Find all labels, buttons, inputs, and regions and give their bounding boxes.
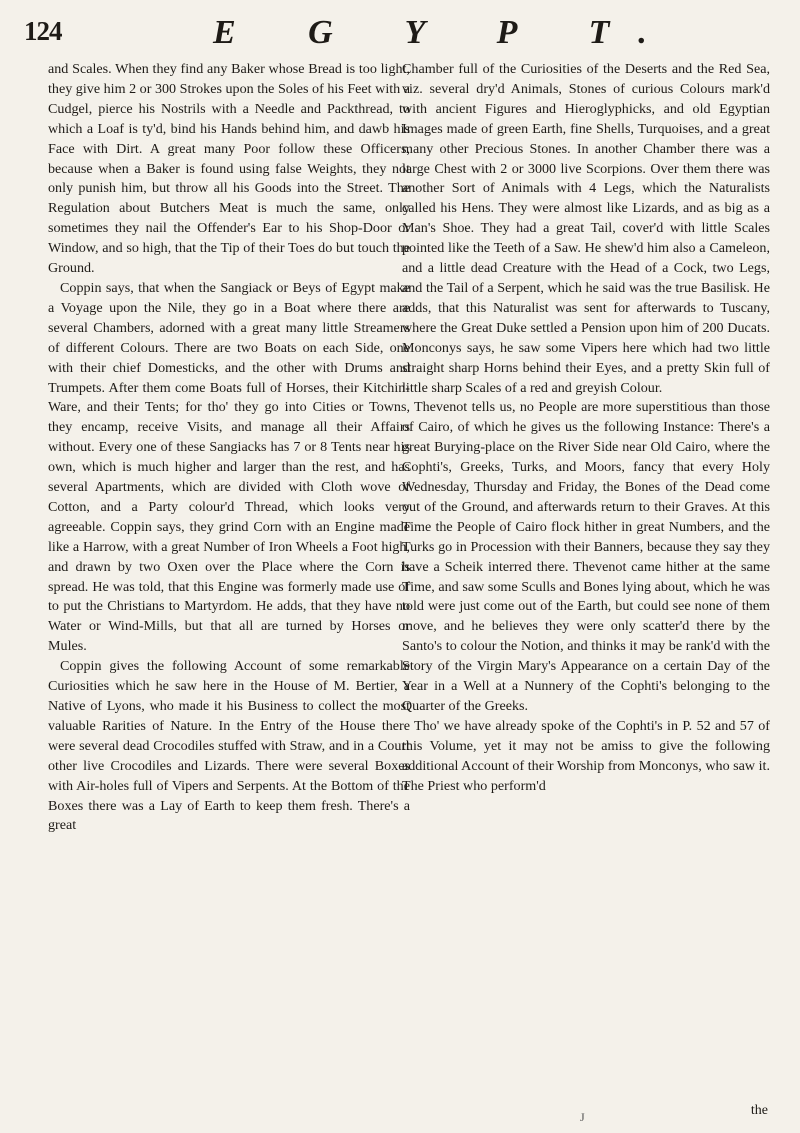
paragraph: Coppin says, that when the Sangiack or Beys of Egypt make a Voyage upon the Nile, they go in a Boat where there are several Chambers, adorned with a great many little Streamers of different Colours. There are two Boats on each Side, one with their chief Domesticks, and the other with Drums and Trumpets. After them come Boats full of Horses, their Kitchin-Ware, and their Tents; for tho' they go into Cities or Towns, they encamp, receive Visits, and manage all their Affairs without. Every one of these Sangiacks has 7 or 8 Tents near his own, which is much higher and larger than the rest, and has several Apartments, which are divided with Cloth wove of Cotton, and a Party colour'd Thread, which looks very agreeable. Coppin says, they grind Corn with an Engine made like a Harrow, with a great Number of Iron Wheels a Foot high, and drawn by two Oxen over the Place where the Corn is spread. He was told, that this Engine was formerly made use of to put the Christians to Martyrdom. He adds, that they have no Water or Wind-Mills, but that all are turned by Horses or Mules.: [48, 279, 410, 655]
page-header: [18, 10, 782, 58]
paragraph: Chamber full of the Curiosities of the Deserts and the Red Sea, viz. several dry'd Animals, Stones of curious Colours mark'd with ancient Figures and Hieroglyphicks, and old Egyptian Images made of green Earth, fine Shells, Turquoises, and a great many other Precious Stones. In another Chamber there was a large Chest with 2 or 3000 live Scorpions. Over them there was another Sort of Animals with 4 Legs, which the Naturalists called his Hens. They were almost like Lizards, and as big as a Man's Shoe. They had a great Tail, cover'd with little Scales pointed like the Teeth of a Saw. He shew'd him also a Cameleon, and a little dead Creature with the Head of a Cock, two Legs, and the Tail of a Serpent, which he said was the true Basilisk. He adds, that this Naturalist was sent for afterwards to Tuscany, where the Great Duke settled a Pension upon him of 200 Ducats. Monconys says, he saw some Vipers here which had two little straight sharp Horns behind their Eyes, and a pretty Skin full of little sharp Scales of a red and greyish Colour.: [402, 61, 770, 396]
signature-mark: J: [580, 1110, 585, 1124]
paragraph: Coppin gives the following Account of some remarkable Curiosities which he saw here in the House of M. Bertier, a Native of Lyons, who made it his Business to collect the most valuable Rarities of Nature. In the Entry of the House there were several dead Crocodiles stuffed with Straw, and in a Court other live Crocodiles and Lizards. There were several Boxes with Air-holes full of Vipers and Serpents. At the Bottom of the Boxes there was a Lay of Earth to keep them fresh. There's a great: [48, 658, 410, 834]
left-column: [48, 60, 410, 836]
page-number: 124: [24, 16, 62, 46]
paragraph: Tho' we have already spoke of the Cophti's in P. 52 and 57 of this Volume, yet it may not be amiss to give the following additional Account of their Worship from Monconys, who saw it. The Priest who perform'd: [402, 717, 770, 794]
paragraph: and Scales. When they find any Baker whose Bread is too light, they give him 2 or 300 Strokes upon the Soles of his Feet with a Cudgel, pierce his Nostrils with a Needle and Packthread, to which a Loaf is ty'd, bind his Hands behind him, and dawb his Face with Dirt. A great many Poor follow these Officers, because when a Baker is found using false Weights, they not only punish him, but throw all his Goods into the Street. The Regulation about Butchers Meat is much the same, only sometimes they nail the Offender's Ear to his Shop-Door or Window, and so high, that the Tip of their Toes do but touch the Ground.: [48, 61, 410, 277]
running-head: E G Y P T.: [213, 14, 679, 51]
right-column: [402, 60, 770, 797]
catchword: the: [750, 1103, 768, 1118]
paragraph: Thevenot tells us, no People are more superstitious than those of Cairo, of which he gives us the following Instance: There's a great Burying-place on the River Side near Old Cairo, where the Cophti's, Greeks, Turks, and Moors, fancy that every Holy Wednesday, Thursday and Friday, the Bones of the Dead come out of the Ground, and afterwards return to their Graves. At this Time the People of Cairo flock hither in great Numbers, and the Turks go in Procession with their Banners, because they say they have a Scheik interred there. Thevenot came hither at the same Time, and saw some Sculls and Bones lying about, which he was told were just come out of the Earth, but could see none of them move, and he believes they were only scatter'd there by the Santo's to colour the Notion, and thinks it may be rank'd with the Story of the Virgin Mary's Appearance on a certain Day of the Year in a Well at a Nunnery of the Cophti's belonging to the Quarter of the Greeks.: [402, 399, 770, 714]
